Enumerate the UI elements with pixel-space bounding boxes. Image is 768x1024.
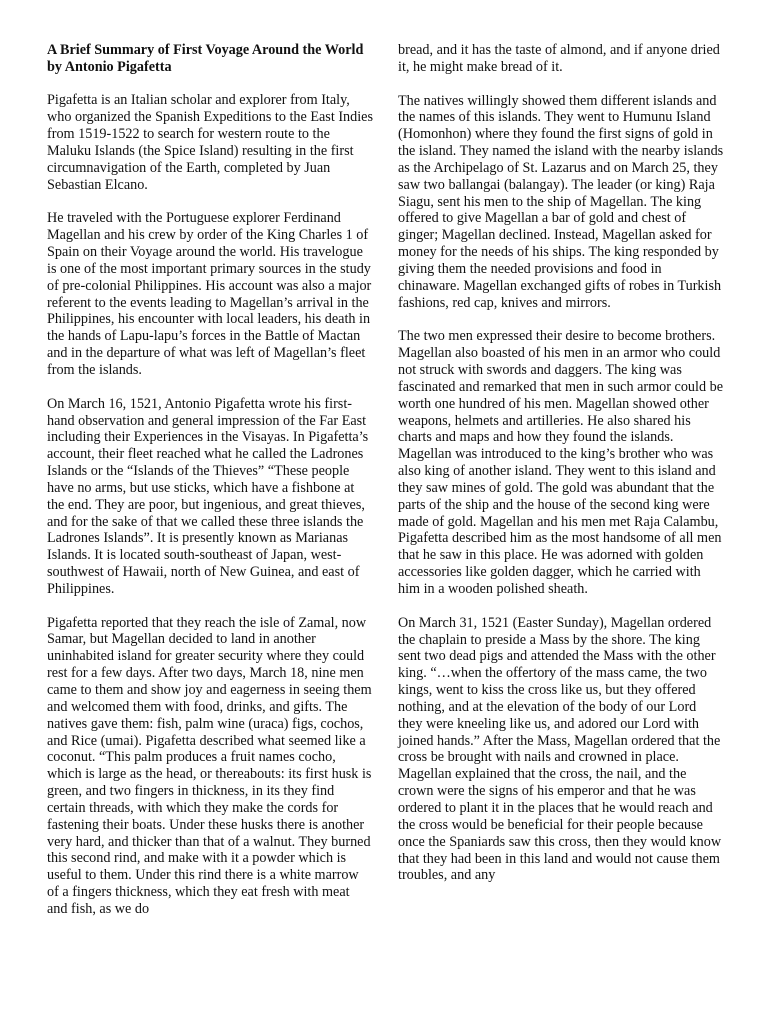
paragraph-easter-mass: On March 31, 1521 (Easter Sunday), Magellan ordered the chaplain to preside a Mass by the shore. The king sent two dead pigs and attended the Mass with the other king. “…when the offertory of the mass came, the two kings, went to kiss the cross like us, but they offered nothing, and at the elevation of the body of our Lord they were kneeling like us, and adored our Lord with joined hands.” After the Mass, Magellan ordered that the cross be brought with nails and crowned in place. Magellan explained that the cross, the nail, and the crown were the signs of his emperor and that he was ordered to plant it in the places that he would reach and the cross would be beneficial for their people because once the Spaniards saw this cross, then they would know that they had been in this land and would not cause them troubles, and any — [398, 614, 722, 884]
document-title: A Brief Summary of First Voyage Around the World by Antonio Pigafetta — [47, 42, 364, 75]
left-column — [47, 42, 373, 918]
paragraph-march-16: On March 16, 1521, Antonio Pigafetta wrote his first-hand observation and general impression of the Far East including their Experiences in the Visayas. In Pigafetta’s account, their fleet reached what he called the Ladrones Islands or the “Islands of the Thieves” “These people have no arms, but use sticks, which have a fishbone at the end. They are poor, but ingenious, and great thieves, and for the sake of that we called these three islands the Ladrones Islands”. It is presently known as Marianas Islands. It is located south-southeast of Japan, west-southwest of Hawaii, north of New Guinea, and east of Philippines. — [47, 395, 369, 597]
right-column — [398, 42, 724, 884]
paragraph-magellan-travel: He traveled with the Portuguese explorer Ferdinand Magellan and his crew by order of the King Charles 1 of Spain on their Voyage around the world. His travelogue is one of the most important primary sources in the study of pre-colonial Philippines. His account was also a major referent to the events leading to Magellan’s arrival in the Philippines, his encounter with local leaders, his death in the hands of Lapu-lapu’s forces in the Battle of Mactan and in the departure of what was left of Magellan’s fleet from the islands. — [47, 210, 372, 378]
paragraph-intro: Pigafetta is an Italian scholar and explorer from Italy, who organized the Spanish Expeditions to the East Indies from 1519-1522 to search for western route to the Maluku Islands (the Spice Island) resulting in the first circumnavigation of the Earth, completed by Juan Sebastian Elcano. — [47, 92, 373, 193]
paragraph-humunu: The natives willingly showed them different islands and the names of this islands. They went to Humunu Island (Homonhon) where they found the first signs of gold in the island. They named the island with the nearby islands as the Archipelago of St. Lazarus and on March 25, they saw two ballangai (balangay). The leader (or king) Raja Siagu, sent his men to the ship of Magellan. The king offered to give Magellan a bar of gold and chest of ginger; Magellan declined. Instead, Magellan asked for money for the needs of his ships. The king responded by giving them the needed provisions and food in chinaware. Magellan exchanged gifts of robes in Turkish fashions, red cap, knives and mirrors. — [398, 92, 724, 311]
paragraph-bread: bread, and it has the taste of almond, and if anyone dried it, he might make bread of it. — [398, 42, 720, 75]
paragraph-brothers: The two men expressed their desire to become brothers. Magellan also boasted of his men in an armor who could not struck with swords and daggers. The king was fascinated and remarked that men in such armor could be worth one hundred of his men. Magellan showed other weapons, helmets and artilleries. He also shared his charts and maps and how they found the islands. Magellan was introduced to the king’s brother who was also king of another island. They went to this island and they saw mines of gold. The gold was abundant that the parts of the ship and the house of the second king were made of gold. Magellan and his men met Raja Calambu, Pigafetta described him as the most handsome of all men that he saw in this place. He was adorned with golden accessories like golden dagger, which he carried with him in a wooden polished sheath. — [398, 328, 724, 597]
paragraph-zamal: Pigafetta reported that they reach the isle of Zamal, now Samar, but Magellan decided to land in another uninhabited island for greater security where they could rest for a few days. After two days, March 18, nine men came to them and show joy and eagerness in seeing them and welcomed them with food, drinks, and gifts. The natives gave them: fish, palm wine (uraca) figs, cochos, and Rice (umai). Pigafetta described what seemed like a coconut. “This palm produces a fruit names cocho, which is large as the head, or thereabouts: its first husk is green, and two fingers in thickness, in its they find certain threads, with which they make the cords for fastening their boats. Under these husks there is another very hard, and thicker than that of a walnut. They burned this second rind, and make with it a powder which is useful to them. Under this rind there is a white marrow of a fingers thickness, which they eat fresh with meat and fish, as we do — [47, 614, 372, 917]
